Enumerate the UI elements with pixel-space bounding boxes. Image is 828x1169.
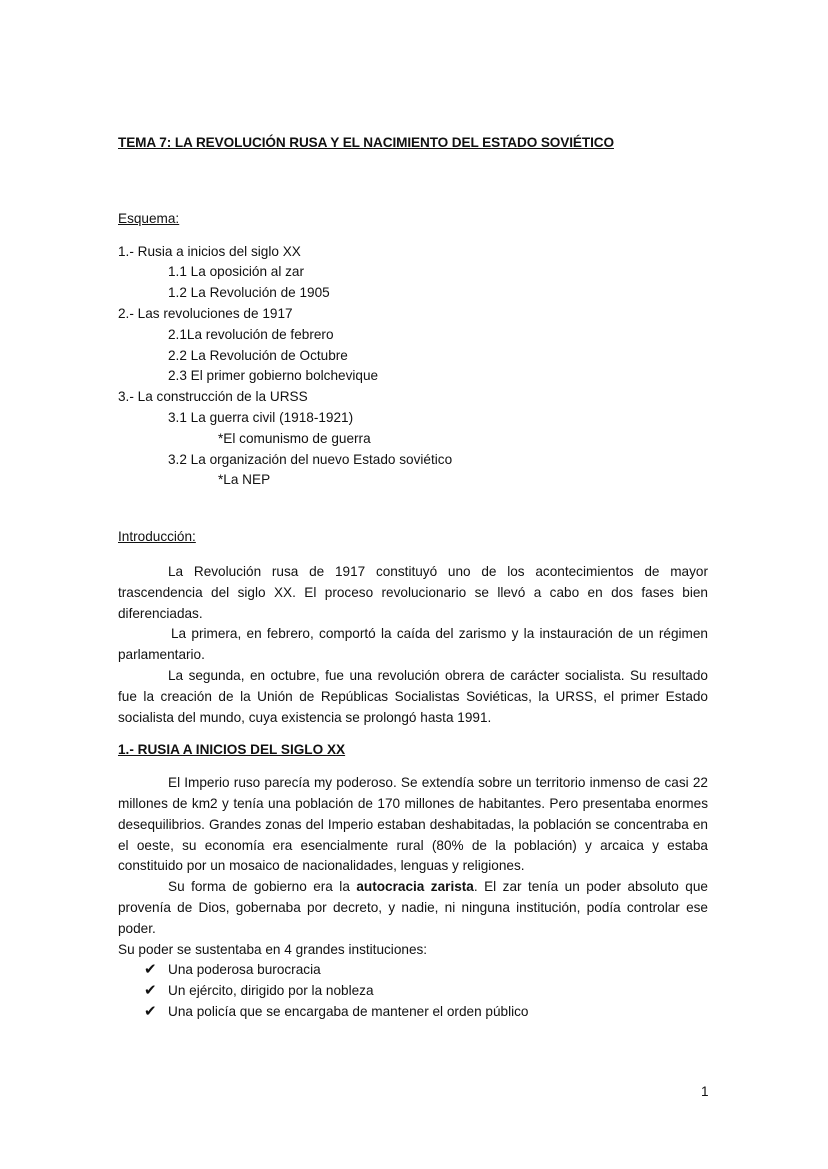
institutions-list <box>118 960 708 1022</box>
section-paragraph <box>118 877 708 939</box>
section-paragraph: Su poder se sustentaba en 4 grandes instituciones: <box>118 941 428 957</box>
outline-item: 2.3 El primer gobierno bolchevique <box>168 368 379 384</box>
outline-item: 3.- La construcción de la URSS <box>118 389 308 405</box>
outline-item: *La NEP <box>218 472 271 488</box>
intro-paragraph: La segunda, en octubre, fue una revolución obrera de carácter socialista. Su resultado fue la creación de la Unión de Repúblicas Socialistas Soviéticas, la URSS, el primer Estado socialista del mundo, cuya existencia se prolongó hasta 1991. <box>118 667 708 725</box>
checkmark-icon: ✔ <box>144 982 157 1000</box>
list-item-text: Una poderosa burocracia <box>168 962 321 978</box>
bold-term: autocracia zarista <box>356 879 474 895</box>
checkmark-icon: ✔ <box>144 1002 157 1020</box>
outline-item: 2.2 La Revolución de Octubre <box>168 347 348 363</box>
paragraph-text: . El zar tenía un poder absoluto que provenía de Dios, gobernaba por decreto, y nadie, ni ninguna institución, podía controlar ese poder. <box>118 879 708 936</box>
outline-item: 1.1 La oposición al zar <box>168 264 305 280</box>
section-heading: 1.- RUSIA A INICIOS DEL SIGLO XX <box>118 742 346 758</box>
list-item-text: Un ejército, dirigido por la nobleza <box>168 983 374 999</box>
outline-list <box>118 242 708 492</box>
outline-item: 2.- Las revoluciones de 1917 <box>118 305 293 321</box>
page-number: 1 <box>701 1084 709 1099</box>
checkmark-icon: ✔ <box>144 961 157 979</box>
outline-item: *El comunismo de guerra <box>218 430 371 446</box>
section-paragraph: El Imperio ruso parecía my poderoso. Se extendía sobre un territorio inmenso de casi 22 millones de km2 y tenía una población de 170 millones de habitantes. Pero presentaba enormes desequilibrios. Grandes zonas del Imperio estaban deshabitadas, la población se concentraba en el oeste, su economía era esencialmente rural (80% de la población) y arcaica y estaba constituido por un mosaico de nacionalidades, lenguas y religiones. <box>118 775 708 874</box>
paragraph-text: Su forma de gobierno era la <box>168 879 357 895</box>
outline-item: 2.1La revolución de febrero <box>168 326 334 342</box>
outline-item: 1.2 La Revolución de 1905 <box>168 285 330 301</box>
intro-heading: Introducción: <box>118 529 196 545</box>
document-title: TEMA 7: LA REVOLUCIÓN RUSA Y EL NACIMIENTO DEL ESTADO SOVIÉTICO <box>118 135 614 150</box>
intro-paragraph: La primera, en febrero, comportó la caída del zarismo y la instauración de un régimen parlamentario. <box>118 626 708 663</box>
list-item <box>118 1002 708 1023</box>
outline-item: 3.1 La guerra civil (1918-1921) <box>168 409 354 425</box>
outline-heading: Esquema: <box>118 210 180 226</box>
page-content <box>118 133 708 1023</box>
list-item <box>118 981 708 1002</box>
intro-paragraph: La Revolución rusa de 1917 constituyó uno de los acontecimientos de mayor trascendencia del siglo XX. El proceso revolucionario se llevó a cabo en dos fases bien diferenciadas. <box>118 563 708 621</box>
outline-item: 3.2 La organización del nuevo Estado soviético <box>168 451 453 467</box>
list-item <box>118 960 708 981</box>
outline-item: 1.- Rusia a inicios del siglo XX <box>118 243 301 259</box>
list-item-text: Una policía que se encargaba de mantener el orden público <box>168 1003 529 1019</box>
